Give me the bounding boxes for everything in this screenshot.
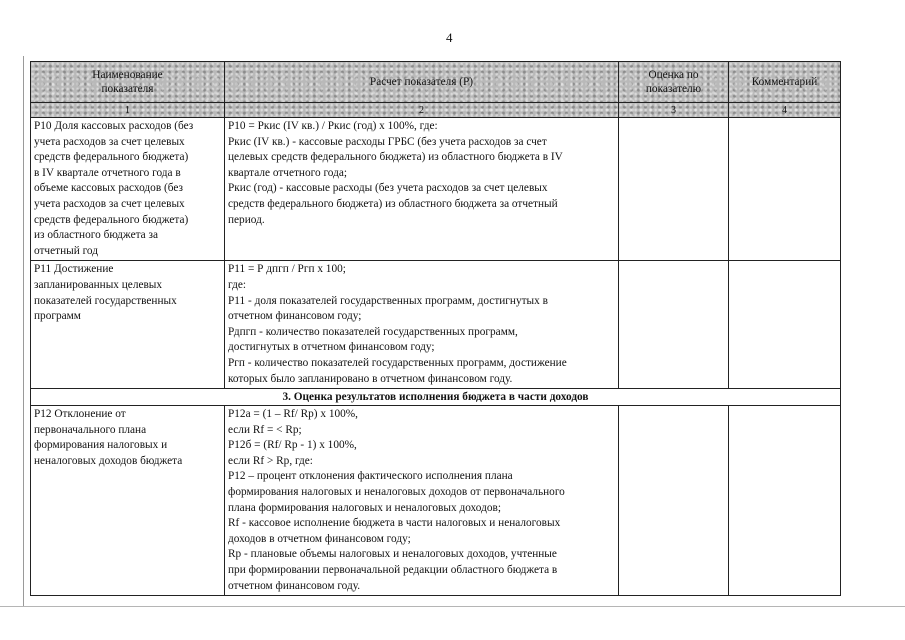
indicator-name-cell: Р11 Достижение запланированных целевых показателей государственных программ — [31, 261, 225, 389]
header-indicator-name: Наименование показателя — [31, 62, 225, 103]
score-cell — [619, 406, 729, 596]
header-score: Оценка по показателю — [619, 62, 729, 103]
scan-left-edge — [23, 56, 24, 606]
score-cell — [619, 261, 729, 389]
header-comment: Комментарий — [729, 62, 841, 103]
indicator-name-cell: Р12 Отклонение от первоначального плана формирования налоговых и неналоговых доходов бюджета — [31, 406, 225, 596]
column-number: 4 — [729, 103, 841, 118]
header-calculation: Расчет показателя (Р) — [225, 62, 619, 103]
calculation-cell: Р11 = Р дпгп / Ргп х 100; где: Р11 - доля показателей государственных программ, достигнутых в отчетном финансовом году; Рдпгп - количество показателей государственных программ, достигнутых в отчетном финансовом году; Ргп - количество показателей государственных программ, достижение которых было запланировано в отчетном финансовом году. — [225, 261, 619, 389]
page-number: 4 — [446, 30, 453, 45]
column-number-row — [31, 103, 841, 118]
indicators-table — [30, 61, 841, 596]
comment-cell — [729, 118, 841, 261]
comment-cell — [729, 261, 841, 389]
table-row-p12 — [31, 406, 841, 596]
score-cell — [619, 118, 729, 261]
column-number: 2 — [225, 103, 619, 118]
calculation-cell: Р10 = Ркис (IV кв.) / Ркис (год) х 100%, где: Ркис (IV кв.) - кассовые расходы ГРБС (без учета расходов за счет целевых средств федерального бюджета) из областного бюджета в IV квартале отчетного года; Ркис (год) - кассовые расходы (без учета расходов за счет целевых средств федерального бюджета) из областного бюджета за отчетный период. — [225, 118, 619, 261]
scan-bottom-edge — [0, 606, 905, 607]
indicator-name-cell: Р10 Доля кассовых расходов (без учета расходов за счет целевых средств федерального бюджета) в IV квартале отчетного года в объеме кассовых расходов (без учета расходов за счет целевых средств федерального бюджета) из областного бюджета за отчетный год — [31, 118, 225, 261]
calculation-cell: Р12а = (1 – Rf/ Rp) х 100%, если Rf = < Rp; Р12б = (Rf/ Rp - 1) х 100%, если Rf > Rp, где: Р12 – процент отклонения фактического исполнения плана формирования налоговых и неналоговых доходов от первоначального плана формирования налоговых и неналоговых доходов; Rf - кассовое исполнение бюджета в части налоговых и неналоговых доходов в отчетном финансовом году; Rp - плановые объемы налоговых и неналоговых доходов, учтенные при формировании первоначальной редакции областного бюджета в отчетном финансовом году. — [225, 406, 619, 596]
column-number: 1 — [31, 103, 225, 118]
table-row-p10 — [31, 118, 841, 261]
comment-cell — [729, 406, 841, 596]
section-row — [31, 389, 841, 406]
section-title: 3. Оценка результатов исполнения бюджета в части доходов — [31, 389, 841, 406]
column-number: 3 — [619, 103, 729, 118]
table-header-row — [31, 62, 841, 103]
table-row-p11 — [31, 261, 841, 389]
